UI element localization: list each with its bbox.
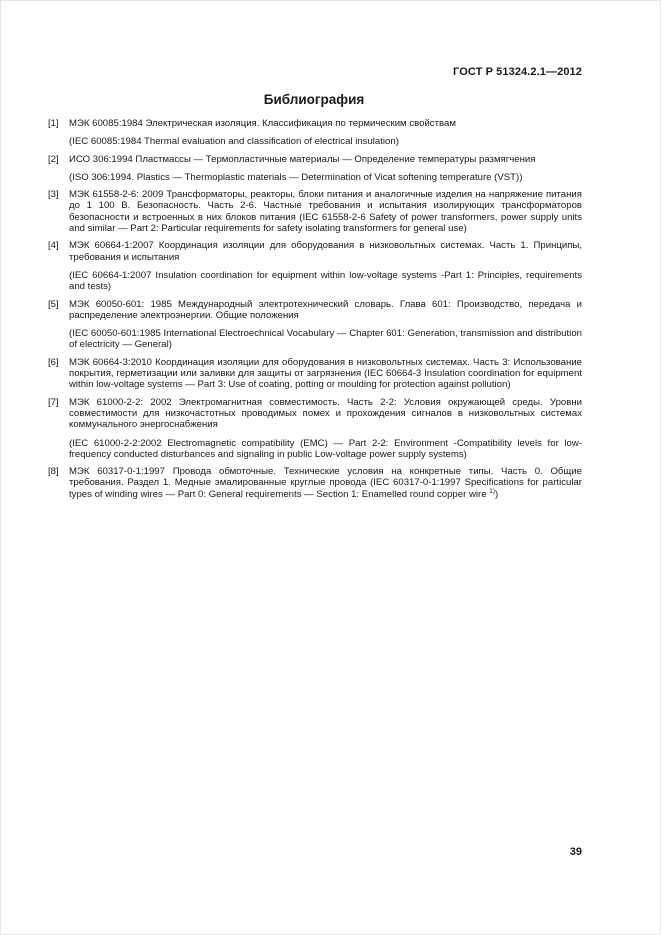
reference-item bbox=[48, 118, 582, 148]
reference-text-ru: МЭК 61000-2-2: 2002 Электромагнитная совместимость. Часть 2-2: Условия окружающей среды. Уровни совместимости для низкочастотных проводимых помех и прохождения сигналов в низковольтных системах коммунального энергоснабжения bbox=[69, 396, 582, 431]
reference-text: МЭК 61558-2-6: 2009 Трансформаторы, реакторы, блоки питания и аналогичные изделия на напряжение питания до 1 100 В. Безопасность. Часть 2-6. Частные требования и испытания изолирующих трансформаторов безопасности и встроенных в них блоков питания (IEC 61558-2-6 Safety of power transformers, power supply units and similar — Part 2: Particular requirements for safety isolating transformers for general use) bbox=[69, 189, 582, 235]
reference-item bbox=[48, 189, 582, 234]
closing-paren: ) bbox=[494, 488, 499, 500]
reference-number: [6] bbox=[48, 356, 59, 368]
standard-header: ГОСТ Р 51324.2.1—2012 bbox=[453, 66, 582, 78]
reference-body bbox=[69, 299, 582, 351]
reference-number: [8] bbox=[48, 466, 59, 478]
reference-text: МЭК 60664-3:2010 Координация изоляции для оборудования в низковольтных системах. Часть 3: Использование покрытия, герметизации или заливки для защиты от загрязнения (IEC 60664-3 Insulation coordination for equipment within low-voltage systems — Part 3: Use of coating, potting or moulding for protection against pollution) bbox=[69, 356, 582, 391]
reference-text-en: (IEC 61000-2-2:2002 Electromagnetic compatibility (EMC) — Part 2-2: Environment -Compatibility levels for low-frequency conducted disturbances and signaling in public Low-voltage power supply systems) bbox=[69, 437, 582, 460]
reference-body bbox=[69, 189, 582, 234]
reference-text-ru: МЭК 60050-601: 1985 Международный электротехнический словарь. Глава 601: Производство, передача и распределение электроэнергии. Общие положения bbox=[69, 298, 582, 321]
reference-body bbox=[69, 118, 582, 148]
reference-body bbox=[69, 397, 582, 460]
footnote-mark: 1) bbox=[489, 487, 495, 495]
reference-number: [5] bbox=[48, 298, 59, 310]
page-number: 39 bbox=[569, 846, 582, 858]
reference-text bbox=[69, 466, 582, 500]
reference-text-en: (ISO 306:1994. Plastics — Thermoplastic materials — Determination of Vicat softening temperature (VST)) bbox=[69, 171, 523, 183]
reference-text-ru: МЭК 60664-1:2007 Координация изоляции для оборудования в низковольтных системах. Часть 1. Принципы, требования и испытания bbox=[69, 240, 582, 263]
reference-number: [2] bbox=[48, 153, 59, 165]
reference-number: [3] bbox=[48, 189, 59, 201]
reference-text-ru: МЭК 60085:1984 Электрическая изоляция. Классификация по термическим свойствам bbox=[69, 118, 456, 129]
reference-body bbox=[69, 240, 582, 292]
page-title: Библиография bbox=[263, 92, 365, 107]
reference-text-main: МЭК 60317-0-1:1997 Провода обмоточные. Технические условия на конкретные типы. Часть 0. Общие требования. Раздел 1. Медные эмалированные круглые провода (IEC 60317-0-1:1997 Specifications for particular types of winding wires — Part 0: General requirements — Section 1: Enamelled round copper wire bbox=[69, 466, 582, 500]
reference-item bbox=[48, 240, 582, 292]
reference-item bbox=[48, 299, 582, 351]
reference-item bbox=[48, 357, 582, 391]
reference-body bbox=[69, 357, 582, 391]
reference-body bbox=[69, 154, 582, 184]
reference-text-en: (IEC 60085:1984 Thermal evaluation and classification of electrical insulation) bbox=[69, 136, 399, 148]
reference-text-en: (IEC 60664-1:2007 Insulation coordination for equipment within low-voltage systems -Part 1: Principles, requirements and tests) bbox=[69, 269, 582, 293]
reference-item bbox=[48, 154, 582, 184]
reference-item bbox=[48, 397, 582, 460]
reference-number: [1] bbox=[48, 118, 59, 129]
reference-item bbox=[48, 466, 582, 500]
reference-text-en: (IEC 60050-601:1985 International Electroechnical Vocabulary — Chapter 601: Generation, transmission and distribution of electricity — General) bbox=[69, 328, 582, 351]
reference-number: [4] bbox=[48, 240, 59, 252]
reference-text-ru: ИСО 306:1994 Пластмассы — Термопластичные материалы — Определение температуры размягчения bbox=[69, 153, 536, 165]
reference-body bbox=[69, 466, 582, 500]
bibliography-list bbox=[48, 118, 582, 506]
reference-number: [7] bbox=[48, 396, 59, 408]
